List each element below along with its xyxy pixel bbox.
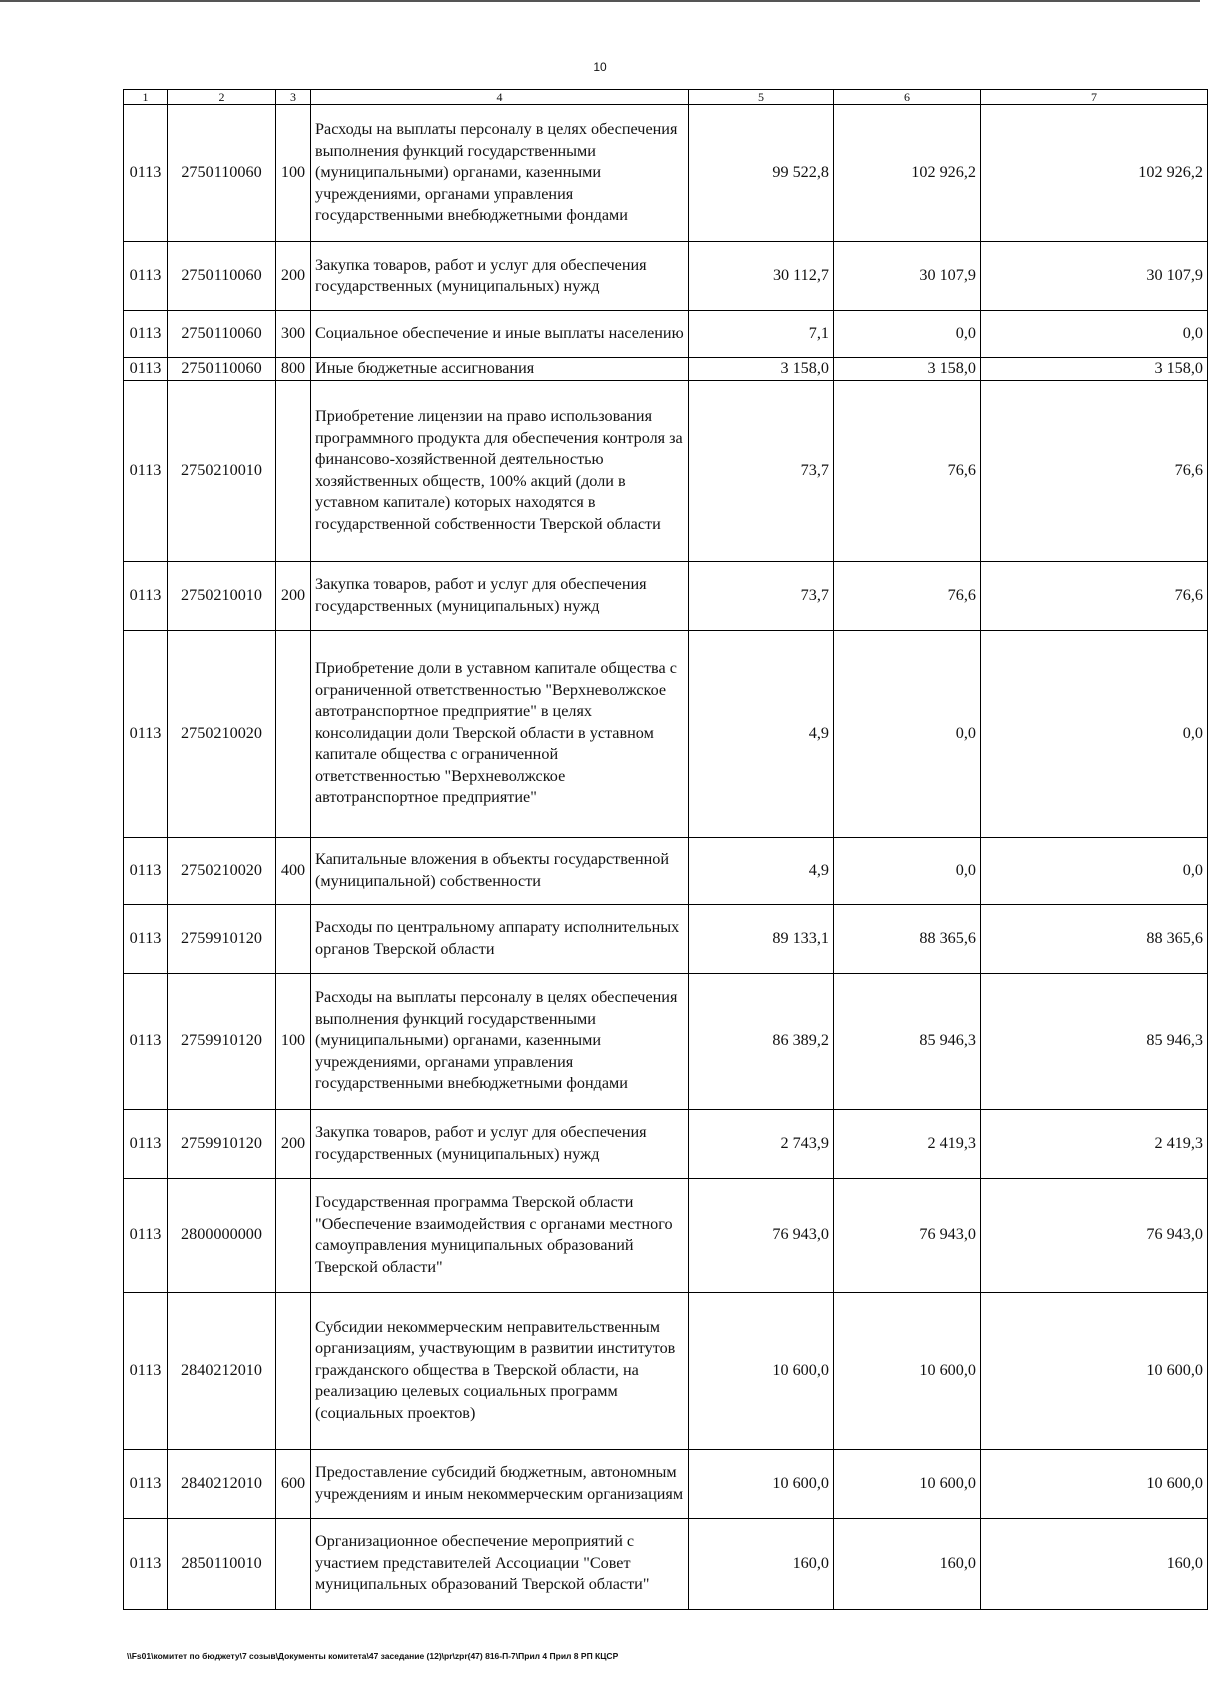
expense-type-code: 100 [276, 973, 311, 1109]
amount-col-7: 10 600,0 [981, 1292, 1208, 1449]
table-row [124, 1518, 1208, 1609]
target-code: 2750210020 [168, 630, 276, 837]
amount-col-5: 86 389,2 [689, 973, 834, 1109]
amount-col-6: 0,0 [834, 311, 981, 358]
amount-col-6: 76,6 [834, 380, 981, 561]
header-col-4: 4 [311, 90, 689, 105]
description: Закупка товаров, работ и услуг для обеспечения государственных (муниципальных) нужд [311, 1109, 689, 1178]
target-code: 2750110060 [168, 242, 276, 311]
table-row [124, 1449, 1208, 1518]
section-code: 0113 [124, 380, 168, 561]
amount-col-6: 88 365,6 [834, 904, 981, 973]
amount-col-7: 0,0 [981, 630, 1208, 837]
amount-col-6: 0,0 [834, 630, 981, 837]
amount-col-5: 30 112,7 [689, 242, 834, 311]
description: Расходы на выплаты персоналу в целях обеспечения выполнения функций государственными (муниципальными) органами, казенными учреждениями, органами управления государственными внебюджетными фондами [311, 105, 689, 242]
section-code: 0113 [124, 1109, 168, 1178]
table-row [124, 630, 1208, 837]
amount-col-7: 76,6 [981, 380, 1208, 561]
amount-col-5: 10 600,0 [689, 1449, 834, 1518]
table-row [124, 561, 1208, 630]
description: Приобретение доли в уставном капитале общества с ограниченной ответственностью "Верхневолжское автотранспортное предприятие" в целях консолидации доли Тверской области в уставном капитале общества с ограниченной ответственностью "Верхневолжское автотранспортное предприятие" [311, 630, 689, 837]
budget-table [123, 89, 1208, 1610]
section-code: 0113 [124, 1178, 168, 1292]
section-code: 0113 [124, 561, 168, 630]
header-col-2: 2 [168, 90, 276, 105]
amount-col-6: 160,0 [834, 1518, 981, 1609]
amount-col-7: 160,0 [981, 1518, 1208, 1609]
expense-type-code: 200 [276, 1109, 311, 1178]
amount-col-5: 2 743,9 [689, 1109, 834, 1178]
amount-col-6: 10 600,0 [834, 1292, 981, 1449]
target-code: 2759910120 [168, 1109, 276, 1178]
description: Закупка товаров, работ и услуг для обеспечения государственных (муниципальных) нужд [311, 561, 689, 630]
expense-type-code: 600 [276, 1449, 311, 1518]
expense-type-code [276, 630, 311, 837]
amount-col-7: 0,0 [981, 311, 1208, 358]
header-col-5: 5 [689, 90, 834, 105]
table-row [124, 311, 1208, 358]
amount-col-5: 4,9 [689, 630, 834, 837]
table-row [124, 1292, 1208, 1449]
amount-col-5: 3 158,0 [689, 358, 834, 381]
amount-col-5: 7,1 [689, 311, 834, 358]
expense-type-code [276, 1518, 311, 1609]
description: Иные бюджетные ассигнования [311, 358, 689, 381]
section-code: 0113 [124, 358, 168, 381]
amount-col-7: 10 600,0 [981, 1449, 1208, 1518]
description: Государственная программа Тверской области "Обеспечение взаимодействия с органами местного самоуправления муниципальных образований Тверской области" [311, 1178, 689, 1292]
section-code: 0113 [124, 242, 168, 311]
table-row [124, 242, 1208, 311]
expense-type-code: 300 [276, 311, 311, 358]
table-row [124, 837, 1208, 904]
table-row [124, 105, 1208, 242]
section-code: 0113 [124, 973, 168, 1109]
amount-col-6: 2 419,3 [834, 1109, 981, 1178]
header-col-1: 1 [124, 90, 168, 105]
expense-type-code [276, 904, 311, 973]
amount-col-6: 76,6 [834, 561, 981, 630]
expense-type-code: 100 [276, 105, 311, 242]
table-row [124, 358, 1208, 381]
amount-col-6: 10 600,0 [834, 1449, 981, 1518]
table-row [124, 1178, 1208, 1292]
section-code: 0113 [124, 311, 168, 358]
target-code: 2750110060 [168, 311, 276, 358]
expense-type-code [276, 1292, 311, 1449]
amount-col-7: 102 926,2 [981, 105, 1208, 242]
amount-col-7: 76,6 [981, 561, 1208, 630]
description: Расходы на выплаты персоналу в целях обеспечения выполнения функций государственными (муниципальными) органами, казенными учреждениями, органами управления государственными внебюджетными фондами [311, 973, 689, 1109]
amount-col-7: 88 365,6 [981, 904, 1208, 973]
target-code: 2840212010 [168, 1292, 276, 1449]
table-row [124, 380, 1208, 561]
amount-col-7: 3 158,0 [981, 358, 1208, 381]
target-code: 2759910120 [168, 973, 276, 1109]
target-code: 2800000000 [168, 1178, 276, 1292]
description: Субсидии некоммерческим неправительственным организациям, участвующим в развитии институтов гражданского общества в Тверской области, на реализацию целевых социальных программ (социальных проектов) [311, 1292, 689, 1449]
description: Социальное обеспечение и иные выплаты населению [311, 311, 689, 358]
description: Капитальные вложения в объекты государственной (муниципальной) собственности [311, 837, 689, 904]
target-code: 2750210020 [168, 837, 276, 904]
expense-type-code [276, 1178, 311, 1292]
amount-col-6: 85 946,3 [834, 973, 981, 1109]
expense-type-code: 200 [276, 242, 311, 311]
expense-type-code: 200 [276, 561, 311, 630]
target-code: 2750210010 [168, 380, 276, 561]
expense-type-code: 400 [276, 837, 311, 904]
section-code: 0113 [124, 837, 168, 904]
amount-col-5: 89 133,1 [689, 904, 834, 973]
section-code: 0113 [124, 1449, 168, 1518]
target-code: 2840212010 [168, 1449, 276, 1518]
target-code: 2750110060 [168, 105, 276, 242]
description: Закупка товаров, работ и услуг для обеспечения государственных (муниципальных) нужд [311, 242, 689, 311]
section-code: 0113 [124, 904, 168, 973]
section-code: 0113 [124, 1518, 168, 1609]
amount-col-6: 0,0 [834, 837, 981, 904]
amount-col-5: 99 522,8 [689, 105, 834, 242]
target-code: 2759910120 [168, 904, 276, 973]
description: Организационное обеспечение мероприятий с участием представителей Ассоциации "Совет муниципальных образований Тверской области" [311, 1518, 689, 1609]
expense-type-code [276, 380, 311, 561]
table-row [124, 973, 1208, 1109]
table-row [124, 1109, 1208, 1178]
table-header-row [124, 90, 1208, 105]
section-code: 0113 [124, 630, 168, 837]
amount-col-5: 73,7 [689, 380, 834, 561]
header-col-7: 7 [981, 90, 1208, 105]
amount-col-7: 0,0 [981, 837, 1208, 904]
table-row [124, 904, 1208, 973]
scan-edge-line [0, 0, 1200, 2]
expense-type-code: 800 [276, 358, 311, 381]
amount-col-6: 30 107,9 [834, 242, 981, 311]
amount-col-6: 76 943,0 [834, 1178, 981, 1292]
header-col-6: 6 [834, 90, 981, 105]
amount-col-7: 2 419,3 [981, 1109, 1208, 1178]
amount-col-7: 76 943,0 [981, 1178, 1208, 1292]
page-number: 10 [593, 60, 607, 74]
target-code: 2750210010 [168, 561, 276, 630]
description: Предоставление субсидий бюджетным, автономным учреждениям и иным некоммерческим организациям [311, 1449, 689, 1518]
description: Расходы по центральному аппарату исполнительных органов Тверской области [311, 904, 689, 973]
amount-col-7: 85 946,3 [981, 973, 1208, 1109]
amount-col-5: 73,7 [689, 561, 834, 630]
amount-col-6: 102 926,2 [834, 105, 981, 242]
amount-col-5: 160,0 [689, 1518, 834, 1609]
amount-col-5: 76 943,0 [689, 1178, 834, 1292]
header-col-3: 3 [276, 90, 311, 105]
amount-col-7: 30 107,9 [981, 242, 1208, 311]
amount-col-5: 10 600,0 [689, 1292, 834, 1449]
section-code: 0113 [124, 1292, 168, 1449]
target-code: 2850110010 [168, 1518, 276, 1609]
target-code: 2750110060 [168, 358, 276, 381]
amount-col-6: 3 158,0 [834, 358, 981, 381]
description: Приобретение лицензии на право использования программного продукта для обеспечения контроля за финансово-хозяйственной деятельностью хозяйственных обществ, 100% акций (доли в уставном капитале) которых находятся в государственной собственности Тверской области [311, 380, 689, 561]
file-path-footer: \\Fs01\комитет по бюджету\7 созыв\Документы комитета\47 заседание (12)\pr\zpr(47) 816-П-7\Прил 4 Прил 8 РП КЦСР [127, 1651, 619, 1661]
section-code: 0113 [124, 105, 168, 242]
amount-col-5: 4,9 [689, 837, 834, 904]
